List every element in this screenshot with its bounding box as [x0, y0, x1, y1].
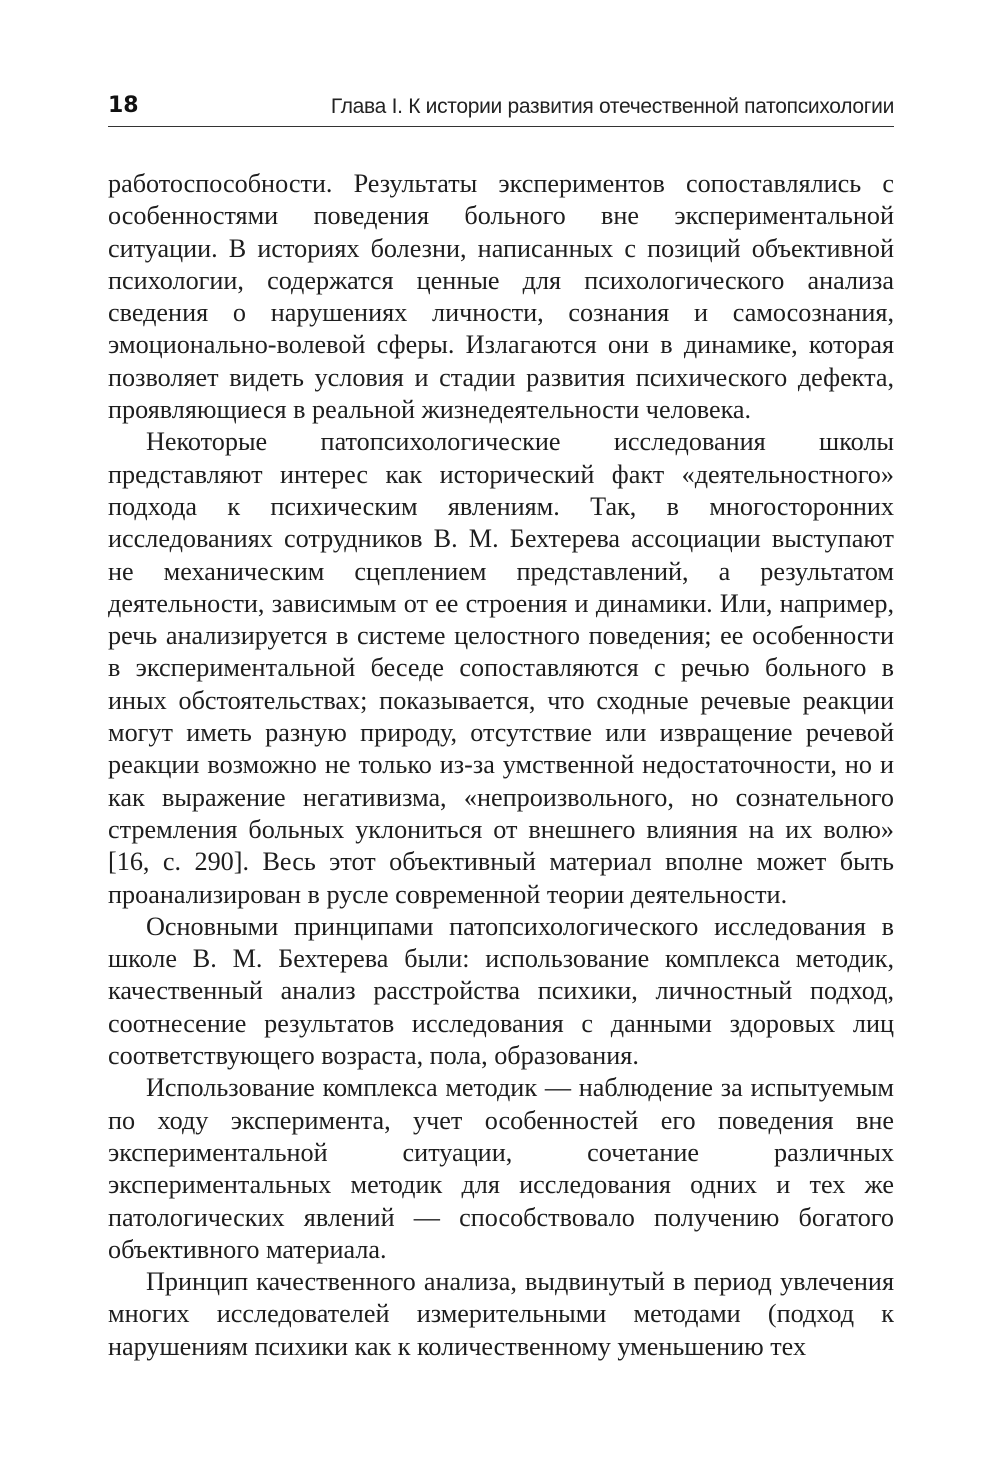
chapter-title: Глава I. К истории развития отечественной патопсихологии	[330, 95, 894, 118]
running-header	[108, 92, 894, 127]
body-text	[108, 168, 894, 1363]
paragraph: Использование комплекса методик — наблюдение за испытуемым по ходу эксперимента, учет особенностей его поведения вне экспериментальной ситуации, сочетание различных экспериментальных методик для исследования одних и тех же патологических явлений — способствовало получению богатого объективного материала.	[108, 1073, 894, 1264]
page-number: 18	[108, 93, 139, 118]
paragraph-continued: работоспособности. Результаты экспериментов сопоставлялись с особенностями поведения больного вне экспериментальной ситуации. В историях болезни, написанных с позиций объективной психологии, содержатся ценные для психологического анализа сведения о нарушениях личности, сознания и самосознания, эмоционально-волевой сферы. Излагаются они в динамике, которая позволяет видеть условия и стадии развития психического дефекта, проявляющиеся в реальной жизнедеятельности человека.	[108, 169, 894, 425]
paragraph: Основными принципами патопсихологического исследования в школе В. М. Бехтерева были: использование комплекса методик, качественный анализ расстройства психики, личностный подход, соотнесение результатов исследования с данными здоровых лиц соответствующего возраста, пола, образования.	[108, 911, 894, 1071]
paragraph: Принцип качественного анализа, выдвинутый в период увлечения многих исследователей измерительными методами (подход к нарушениям психики как к количественному уменьшению тех	[108, 1267, 894, 1361]
paragraph: Некоторые патопсихологические исследования школы представляют интерес как исторический факт «деятельностного» подхода к психическим явлениям. Так, в многосторонних исследованиях сотрудников В. М. Бехтерева ассоциации выступают не механическим сцеплением представлений, а результатом деятельности, зависимым от ее строения и динамики. Или, например, речь анализируется в системе целостного поведения; ее особенности в экспериментальной беседе сопоставляются с речью больного в иных обстоятельствах; показывается, что сходные речевые реакции могут иметь разную природу, отсутствие или извращение речевой реакции возможно не только из-за умственной недостаточности, но и как выражение негативизма, «непроизвольного, но сознательного стремления больных уклониться от внешнего влияния на их волю» [16, с. 290]. Весь этот объективный материал вполне может быть проанализирован в русле современной теории деятельности.	[108, 427, 894, 909]
